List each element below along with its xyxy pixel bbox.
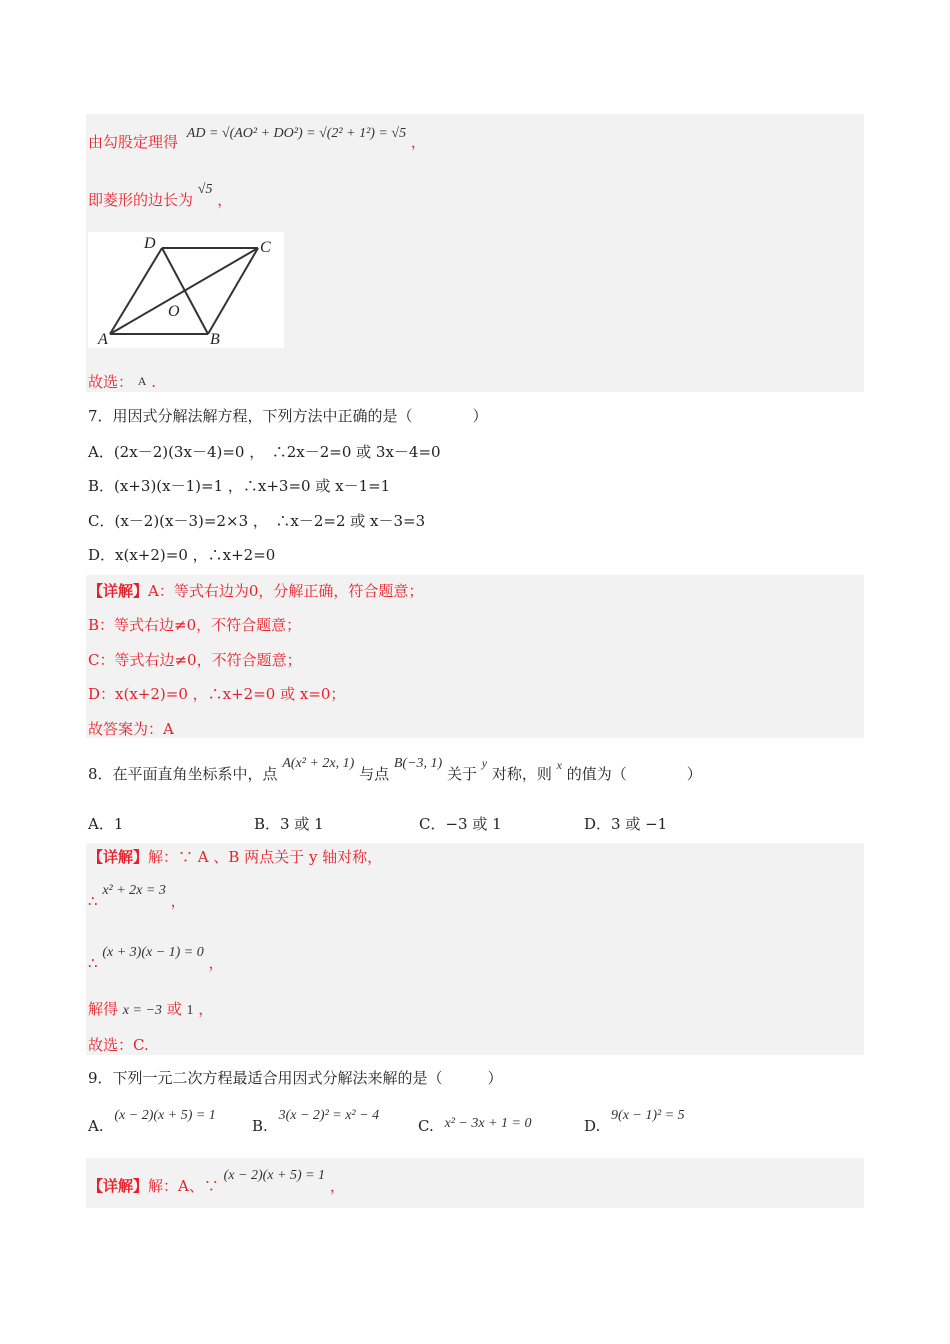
detail-text: A：等式右边为0，分解正确，符合题意；	[148, 582, 424, 600]
detail-7-line-5: 故答案为：A	[88, 720, 174, 738]
line-tail: ，	[208, 954, 224, 972]
question-7-option-d: D．x(x+2)=0 ，∴x+2=0	[88, 546, 276, 564]
question-9-option-d	[584, 1108, 685, 1138]
question-7-option-c: C．(x－2)(x－3)=2×3 ， ∴x－2=2 或 x－3=3	[88, 512, 426, 530]
option-label: D.	[584, 1117, 601, 1135]
point-a: A(x² + 2x, 1)	[282, 756, 355, 771]
line-text: 或	[166, 1000, 182, 1018]
detail-7-line-4: D：x(x+2)=0 ，∴x+2=0 或 x=0；	[88, 685, 346, 703]
stem-part: 与点	[359, 765, 390, 783]
question-7-option-a: A．(2x－2)(3x－4)=0 ， ∴2x－2=0 或 3x－4=0	[88, 443, 441, 461]
detail-block-9	[86, 1158, 864, 1208]
math-root5: √5	[197, 182, 213, 197]
option-math: (x − 2)(x + 5) = 1	[114, 1108, 216, 1123]
label-d: D	[144, 235, 156, 252]
edge-ad	[110, 248, 162, 334]
detail-8-line-5: 故选：C.	[88, 1036, 149, 1054]
option-label: A.	[88, 1117, 104, 1135]
label-b: B	[210, 331, 220, 348]
therefore-symbol: ∴	[88, 954, 98, 972]
diagonal-db	[162, 248, 208, 334]
solution-x: x = −3	[122, 1003, 162, 1018]
equation: (x + 3)(x − 1) = 0	[102, 945, 204, 960]
detail-tag: 【详解】	[88, 582, 149, 600]
line-tail: .	[151, 373, 157, 391]
var-x: x	[556, 758, 562, 772]
detail-8-line-1	[88, 847, 382, 867]
detail-text: 解：A、∵	[148, 1177, 219, 1195]
question-7-stem: 7．用因式分解法解方程，下列方法中正确的是（ ）	[88, 407, 488, 425]
detail-7-line-2: B：等式右边≠0，不符合题意；	[88, 616, 302, 634]
question-8-option-c: C．−3 或 1	[419, 815, 502, 833]
stem-part: 8．在平面直角坐标系中，点	[88, 765, 278, 783]
line-tail: ，	[170, 892, 186, 910]
line-text: 即菱形的边长为	[88, 191, 194, 209]
solution-value: 1	[186, 1003, 194, 1018]
pythagoras-line	[88, 126, 426, 154]
math-ad: AD = √(AO² + DO²) = √(2² + 1²) = √5	[186, 126, 407, 141]
question-9-option-b	[252, 1108, 380, 1138]
question-8-option-a: A．1	[88, 815, 124, 833]
point-b: B(−3, 1)	[393, 756, 443, 771]
line-text: 解得	[88, 1000, 119, 1018]
question-9-option-a	[88, 1108, 216, 1138]
detail-9-line-1	[88, 1168, 345, 1198]
axis-y: y	[481, 756, 488, 770]
detail-block-7	[86, 575, 864, 738]
option-math: 9(x − 1)² = 5	[611, 1108, 685, 1123]
question-9-stem: 9．下列一元二次方程最适合用因式分解法来解的是（ ）	[88, 1069, 503, 1087]
equation: x² + 2x = 3	[102, 883, 166, 898]
option-math: 3(x − 2)² = x² − 4	[278, 1108, 380, 1123]
detail-block-8	[86, 843, 864, 1055]
detail-text: 解：∵ A 、B 两点关于 y 轴对称，	[148, 848, 383, 866]
option-label: B.	[252, 1117, 268, 1135]
line-tail: ，	[217, 191, 233, 209]
detail-7-line-3: C：等式右边≠0，不符合题意；	[88, 651, 302, 669]
equation: (x − 2)(x + 5) = 1	[223, 1168, 326, 1183]
side-length-line	[88, 182, 233, 212]
detail-7-line-1	[88, 581, 423, 601]
line-tail: ，	[198, 1000, 214, 1018]
therefore-symbol: ∴	[88, 892, 98, 910]
stem-part: 的值为（ ）	[566, 765, 702, 783]
label-c: C	[260, 239, 271, 256]
question-8-option-b: B．3 或 1	[254, 815, 324, 833]
line-text: 故选：	[88, 373, 134, 391]
question-7-option-b: B．(x+3)(x－1)=1 ，∴x+3=0 或 x－1=1	[88, 477, 391, 495]
detail-8-line-4	[88, 999, 213, 1021]
stem-part: 对称，则	[491, 765, 552, 783]
detail-tag: 【详解】	[88, 1177, 149, 1195]
detail-8-line-2	[88, 883, 186, 913]
question-8-stem	[88, 756, 702, 786]
line-text: 由勾股定理得	[88, 133, 179, 151]
solution-block-6	[86, 114, 864, 392]
detail-8-line-3	[88, 945, 224, 975]
detail-tag: 【详解】	[88, 848, 149, 866]
rhombus-diagram	[88, 232, 284, 348]
label-o: O	[168, 303, 180, 320]
label-a: A	[98, 331, 108, 348]
option-math: x² − 3x + 1 = 0	[444, 1116, 532, 1131]
stem-part: 关于	[446, 765, 477, 783]
answer-letter: A	[137, 374, 147, 388]
answer-line-6	[88, 372, 156, 393]
line-tail: ，	[410, 133, 426, 151]
question-9-option-c	[418, 1116, 531, 1138]
line-tail: ，	[329, 1177, 345, 1195]
question-8-option-d: D．3 或 −1	[584, 815, 668, 833]
edge-cb	[208, 248, 258, 334]
option-label: C.	[418, 1117, 434, 1135]
rhombus-figure	[88, 232, 284, 348]
